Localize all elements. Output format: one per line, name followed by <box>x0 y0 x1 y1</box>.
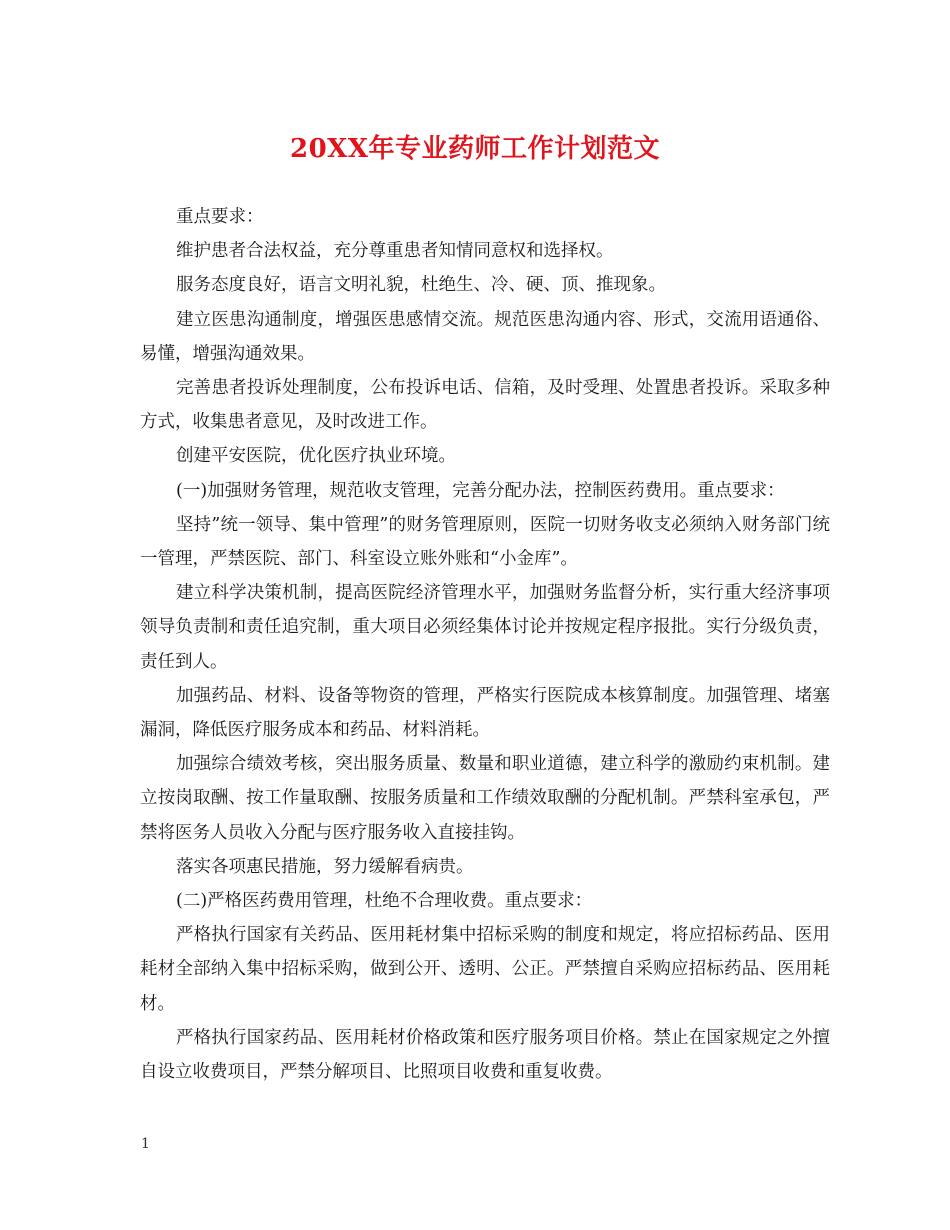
document-body <box>140 200 830 1089</box>
paragraph: (一)加强财务管理，规范收支管理，完善分配办法，控制医药费用。重点要求： <box>176 480 785 501</box>
paragraph: 完善患者投诉处理制度，公布投诉电话、信箱，及时受理、处置患者投诉。采取多种方式，收集患者意见，及时改进工作。 <box>140 378 830 433</box>
paragraph: 创建平安医院，优化医疗执业环境。 <box>176 446 456 467</box>
paragraph: 建立科学决策机制，提高医院经济管理水平，加强财务监督分析，实行重大经济事项领导负责制和责任追究制，重大项目必须经集体讨论并按规定程序报批。实行分级负责，责任到人。 <box>140 583 830 672</box>
paragraph: 建立医患沟通制度，增强医患感情交流。规范医患沟通内容、形式，交流用语通俗、易懂，增强沟通效果。 <box>140 309 830 364</box>
paragraph: 重点要求： <box>176 207 264 227</box>
paragraph: 加强药品、材料、设备等物资的管理，严格实行医院成本核算制度。加强管理、堵塞漏洞，降低医疗服务成本和药品、材料消耗。 <box>140 685 830 741</box>
paragraph: 严格执行国家有关药品、医用耗材集中招标采购的制度和规定，将应招标药品、医用耗材全部纳入集中招标采购，做到公开、透明、公正。严禁擅自采购应招标药品、医用耗材。 <box>140 925 830 1014</box>
page-number: 1 <box>141 1136 150 1152</box>
paragraph: 加强综合绩效考核，突出服务质量、数量和职业道德，建立科学的激励约束机制。建立按岗取酬、按工作量取酬、按服务质量和工作绩效取酬的分配机制。严禁科室承包，严禁将医务人员收入分配与医疗服务收入直接挂钩。 <box>140 754 830 843</box>
page-title: 20XX年专业药师工作计划范文 <box>289 134 661 164</box>
paragraph: 维护患者合法权益，充分尊重患者知情同意权和选择权。 <box>176 241 614 262</box>
paragraph: (二)严格医药费用管理，杜绝不合理收费。重点要求： <box>176 891 593 912</box>
paragraph: 严格执行国家药品、医用耗材价格政策和医疗服务项目价格。禁止在国家规定之外擅自设立收费项目，严禁分解项目、比照项目收费和重复收费。 <box>140 1027 830 1083</box>
paragraph: 服务态度良好，语言文明礼貌，杜绝生、冷、硬、顶、推现象。 <box>176 275 666 296</box>
paragraph: 落实各项惠民措施，努力缓解看病贵。 <box>176 856 474 877</box>
paragraph: 坚持”统一领导、集中管理”的财务管理原则，医院一切财务收支必须纳入财务部门统一管理，严禁医院、部门、科室设立账外账和“小金库”。 <box>140 514 830 570</box>
